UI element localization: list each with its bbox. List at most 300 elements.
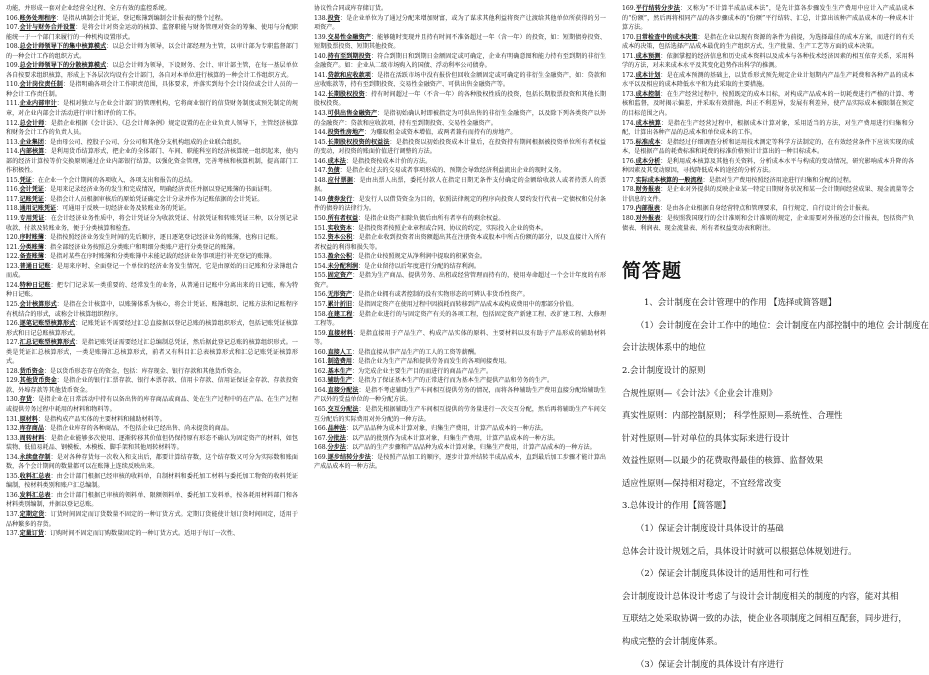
entry-term: 直接人工 <box>327 348 352 356</box>
short-answer-line: 真实性原则：内部控制原则； 科学性原则—系统性、合理性 <box>622 410 843 421</box>
entry-term: 累计折旧 <box>327 300 352 308</box>
definition-entry: 163.辅助生产：是指为了保证基本生产的正常进行而为基本生产提供产品和劳务的生产。 <box>314 377 554 385</box>
entry-definition: 是企业对外提供的反映企业某一特定日期财务状况和某一会计期间经营成果、现金流量等会计信息的文件。 <box>622 186 915 203</box>
entry-definition: 是企业单位为了通过分配来增加财富，或为了谋求其他利益将资产让渡给其他单位所获得的另一项资产。 <box>314 14 607 32</box>
entry-term: 收料汇总表 <box>19 472 51 480</box>
entry-definition: 是由各企业根据自身经营特点和管理要求，自行规定、自行设计的会计报表。 <box>666 205 874 213</box>
definition-entry: 129.其他货币资金：是指企业的银行汇票存款、银行本票存款、信用卡存款、信用证保证金存款、存款投资款、外埠存款等其他货币资金。 <box>6 377 299 394</box>
entry-term: 应付票据 <box>327 176 354 184</box>
entry-term: 基本生产 <box>327 367 352 375</box>
entry-definition: 是指直接用于产品生产、构成产品实体的原料、主要材料以及有助于产品形成的辅助材料等。 <box>314 329 607 347</box>
entry-number: 120. <box>6 234 20 242</box>
entry-definition: 是指会计人员根据审核后的原始凭证确定会计分录并作为记账依据的会计凭证。 <box>50 195 264 203</box>
entry-definition: 是指记账凭证需要经过汇总编制总凭证，然后据此登记总账的核算组织形式。一类是凭证汇总核算形式，一类是账簿汇总核算形式，前者又有科目汇总表核算形式和汇总记账凭证核算形式。 <box>6 339 299 366</box>
entry-term: 资本公积 <box>327 234 353 242</box>
definition-entry: 158.在建工程：是指企业进行的与固定资产有关的各项工程，包括固定资产新建工程、改扩建工程、大修理工程等。 <box>314 310 607 328</box>
definition-entry: 107.会计与财务合并设置：是将会计对资金运动的核算、监督职能与财务管理对资金的筹集、使用与分配职能统一于一个部门来履行的一种机构设置形式。 <box>6 24 299 41</box>
entry-definition: 是指投资以初始投资成本计量后，在投资持有期间根据被投资单位所有者权益的变动，对投资的账面价值进行调整的方法。 <box>314 138 607 156</box>
entry-number: 153. <box>314 253 328 261</box>
entry-number: 142. <box>314 90 328 98</box>
definition-entry: 141.贷款和应收款项：是指在活跃市场中没有报价但回收金额固定或可确定的非衍生金融资产，如：贷款和应收账款等，持有至到期投资、交易性金融资产、可供出售金融资产等。 <box>314 71 607 89</box>
middle-column <box>314 4 606 651</box>
entry-number: 145. <box>314 138 328 146</box>
entry-definition: 能够随时变现并且持有时间不准备超过一年（含一年）的投资，如：短期债券投资、短期股票投资、短期其他投资。 <box>314 33 607 51</box>
entry-definition: 是指为生产商品、提供劳务、出租或经营管理而持有的，使用寿命超过一个会计年度的有形资产。 <box>314 272 607 289</box>
entry-definition: 由会计部门根据已审核的领料单、限额领料单、委托加工发料单，按各耗用材料部门和各材料类别编制，并据以登记总账。 <box>6 491 299 509</box>
short-answer-line: （1）会计制度在会计工作中的地位：会计制度在内部控制中的地位 会计制度在 <box>636 319 929 330</box>
definition-entry: 108.总会计师领导下的集中核算模式：以总会计师为领导，以会计部经理为主管，以审计部为专职监督部门的一种会计工作的组织方式。 <box>6 43 299 60</box>
definition-entry: 147.负债：是指企业过去的交易或者事项形成的、预期会导致经济利益流出企业的现时义务。 <box>314 167 566 175</box>
entry-number: 141. <box>314 71 328 79</box>
definition-entry: 130.存货：是指企业在日常活动中持有以备出售的库存商品或商品、处在生产过程中的在产品、在生产过程或提供劳务过程中耗用的材料和物料等。 <box>6 396 299 413</box>
entry-number: 107. <box>6 24 20 32</box>
short-answer-list <box>622 291 929 675</box>
entry-definition: 是指在会计核算中，以账簿体系为核心，将会计凭证、账簿组织、记账方法和记账程序有机结合的形式，或称会计核算组织程序。 <box>6 300 299 318</box>
entry-term: 货币资金 <box>19 367 44 375</box>
entry-term: 总会计师领导下的分散核算模式 <box>19 62 107 70</box>
entry-definition: 是指按照经济业务发生时间的先后顺序，逐日逐笔登记经济业务的账簿，也称日记账。 <box>50 234 282 242</box>
entry-definition: 以产品品种为成本计算对象，归集生产费用，计算产品成本的一种方法。 <box>351 425 547 433</box>
definition-entry: 172.成本计划：是在成本预测的基础上，以货币形式预先规定企业计划期内产品生产耗费和各种产品的成本水平以及相应的成本降低水平和为此采取的主要措施。 <box>622 71 915 89</box>
short-answer-line: 会计法规体系中的地位 <box>622 342 706 353</box>
entry-definition: 是指固定资产在使用过程中因损耗而转移到产品成本或构成费用中的那部分价值。 <box>358 300 578 308</box>
entry-number: 146. <box>314 157 328 165</box>
entry-definition: 是指直接从事产品生产的工人的工资等薪酬。 <box>358 348 480 356</box>
entry-number: 106. <box>6 14 20 22</box>
entry-term: 周转材料 <box>19 434 45 442</box>
entry-number: 148. <box>314 176 328 184</box>
entry-number: 164. <box>314 386 328 394</box>
definition-entry <box>314 4 606 14</box>
entry-number: 127. <box>6 339 20 347</box>
short-answer-line: 2.会计制度设计的原则 <box>622 364 706 375</box>
entry-definition: 是指明确各项会计工作职责范围，具体要求，并落实到每个会计岗位或会计人员的一种会计工作责任制。 <box>6 81 299 98</box>
definition-entry: 128.货币资金：是以货币形态存在的资金，包括：库存现金、银行存款和其他货币资金。 <box>6 367 246 375</box>
definition-entry: 126.逐笔记账型核算形式：记账凭证不需要经过汇总直接据以登记总账的核算组织形式，包括记账凭证核算形式和日记总账核算形式。 <box>6 320 299 337</box>
entry-definition: 功能，并形成一套对企业经营全过程、全方有效的监控系统。 <box>6 5 171 12</box>
entry-term: 未分配利润 <box>327 262 359 270</box>
short-answer-line: （2）保证会计制度具体设计的适用性和可行性 <box>636 568 809 579</box>
entry-number: 152. <box>314 234 328 242</box>
entry-term: 会计岗位责任制 <box>19 81 63 89</box>
entry-definition: 是指不考虑辅助生产车间相互提供劳务的情况，而将各种辅助生产费用直接分配给辅助生产以外的受益单位的一种分配方法。 <box>314 386 607 404</box>
entry-definition: 是相对独立与企业会计部门的管理机构，它将商业银行的信贷财务制度或预先制定的规章，对企业内部会计活动进行审计和评价的工作。 <box>6 100 299 118</box>
entry-number: 158. <box>314 310 328 318</box>
definition-entry: 124.特种日记账：把专门记录某一类重要的、经常发生的业务，从普通日记账中分离出来的日记账，称为特种日记账。 <box>6 281 299 299</box>
entry-term: 凭证 <box>19 176 32 184</box>
entry-number: 175. <box>622 138 636 146</box>
entry-term: 实际成本核算的一般流程 <box>635 176 703 184</box>
entry-number: 159. <box>314 329 328 337</box>
definition-entry: 148.应付票据：是由出票人出票，委托付款人在指定日期无条件支付确定的金额给收款人或者持票人的票据。 <box>314 176 607 194</box>
entry-term: 企业内部审计 <box>19 100 57 108</box>
entry-definition: 是企业留待以后年度进行分配的结存利润。 <box>364 262 480 270</box>
entry-definition: 指全部经济业务按照总分类账户和明细分类账户进行分类登记的账簿。 <box>50 243 239 251</box>
entry-term: 其他货币资金 <box>19 377 57 385</box>
definition-entry: 125.会计核算形式：是指在会计核算中，以账簿体系为核心，将会计凭证、账簿组织、记账方法和记账程序有机结合的形式，或称会计核算组织程序。 <box>6 300 299 318</box>
entry-definition: 订购时间不固定而订购数量固定的一种订货方式。适用于每订一次性、 <box>50 530 239 538</box>
entry-definition: 以产品的生产步骤和产品品种为成本计算对象，归集生产费用，计算产品成本的一种方法。 <box>351 444 596 452</box>
entry-definition: 是指企业的银行汇票存款、银行本票存款、信用卡存款、信用证保证金存款、存款投资款、外埠存款等其他货币资金。 <box>6 377 299 394</box>
entry-term: 成本控制 <box>635 90 661 98</box>
entry-term: 分批法 <box>327 434 346 442</box>
entry-term: 成本预测 <box>635 52 661 60</box>
entry-term: 固定资产 <box>327 272 353 280</box>
entry-number: 155. <box>314 272 328 280</box>
entry-term: 投资性房地产 <box>327 129 365 137</box>
entry-definition: 是指企业根据《会计法》、《总会计师条例》规定设置的在企业负责人领导下，主管经济核算和财务会计工作的负责人员。 <box>6 119 299 137</box>
definition-entry: 153.盈余公积：是指企业按照规定从净利润中提取的积累资金。 <box>314 253 487 261</box>
definition-entry: 110.会计岗位责任制：是指明确各项会计工作职责范围，具体要求，并落实到每个会计岗位或会计人员的一种会计工作责任制。 <box>6 81 299 98</box>
entry-number: 169. <box>314 453 328 461</box>
entry-number: 178. <box>622 186 636 194</box>
entry-definition: 是由出票人出票，委托付款人在指定日期无条件支付确定的金额给收款人或者持票人的票据。 <box>314 176 607 194</box>
right-column-terms <box>622 4 914 233</box>
entry-term: 定量订货 <box>19 530 44 538</box>
entry-number: 133. <box>6 434 20 442</box>
definition-entry: 134.永续盘存制：是对各种存货每一次收入和支出后，都要计算结存数，这个结存数又可分为实际数和账面数，各个会计期间的数量都可以在账簿上连续反映出来。 <box>6 453 299 471</box>
entry-term: 债券发行 <box>327 195 353 203</box>
short-answer-line: 会计制度设计总体设计考虑了与设计会计制度相关的制度的内容，能对其相 <box>622 590 899 601</box>
entry-definition: 由会计部门根据已经审核的收料单，自制材料和委托加工材料与委托加工物资的收料凭证编制，按材料类别和账户汇总编制。 <box>6 472 299 490</box>
entry-term: 直接材料 <box>327 329 354 337</box>
entry-definition: 是指在活跃市场中没有报价但回收金额固定或可确定的非衍生金融资产，如：贷款和应收账款等，持有至到期投资、交易性金融资产、可供出售金融资产等。 <box>314 71 607 89</box>
entry-term: 持有至到期投资 <box>327 52 371 60</box>
entry-term: 记账凭证 <box>19 195 44 203</box>
entry-definition: 是在成本预测的基础上，以货币形式预先规定企业计划期内产品生产耗费和各种产品的成本水平以及相应的成本降低水平和为此采取的主要措施。 <box>622 71 915 89</box>
entry-term: 成本法 <box>327 157 346 165</box>
entry-term: 账务处理程序 <box>19 14 57 22</box>
entry-number: 143. <box>314 110 328 118</box>
entry-term: 会计凭证 <box>19 186 44 194</box>
entry-number: 150. <box>314 215 328 223</box>
definition-entry: 166.品种法：以产品品种为成本计算对象，归集生产费用，计算产品成本的一种方法。 <box>314 425 547 433</box>
short-answer-line: 适应性原则—保持相对稳定，不宜经常改变 <box>622 477 782 488</box>
entry-definition: 是指为了保证基本生产的正常进行而为基本生产提供产品和劳务的生产。 <box>358 377 554 385</box>
definition-entry: 151.实收资本：是指投资者按照企业章程或合同、协议的约定，实际投入企业的资本。 <box>314 224 547 232</box>
entry-term: 辅助生产 <box>327 377 352 385</box>
entry-term: 交互分配法 <box>327 405 359 413</box>
entry-term: 通用记账凭证 <box>19 205 57 213</box>
entry-term: 日常检查中的成本决策 <box>635 33 698 41</box>
entry-number: 116. <box>6 186 20 194</box>
entry-number: 144. <box>314 129 328 137</box>
definition-entry: 146.成本法：是指投资按成本计价的方法。 <box>314 157 432 165</box>
definition-entry: 156.无形资产：是指企业拥有或者控制的没有实物形态的可辨认非货币性资产。 <box>314 291 529 299</box>
entry-term: 专用凭证 <box>19 215 45 223</box>
entry-number: 136. <box>6 491 20 499</box>
entry-definition: 是指企业为生产产品和提供劳务而发生的各项间接费用。 <box>358 358 511 366</box>
definition-entry: 132.库存商品：是指企业库存的各种商品，不包括企业已经出售、尚未提货的商品。 <box>6 425 233 433</box>
entry-number: 174. <box>622 119 636 127</box>
definition-entry: 171.成本预测：依据掌握的经济信息和历史成本资料以及成本与各种技术经济因素的相互依存关系，采用科学的方法，对未来成本水平及其变化趋势作出科学的推测。 <box>622 52 915 70</box>
entry-definition: 符合到期日和到期日金额固定或可确定，企业有明确意图和能力持有至到期的非衍生金融资产。如：企业从二级市场购入的国债、浮动利率公司债券。 <box>314 52 607 70</box>
entry-definition: 以总会计师为领导，以会计部经理为主管，以审计部为专职监督部门的一种会计工作的组织方式。 <box>6 43 299 60</box>
entry-number: 132. <box>6 425 20 433</box>
definition-entry: 160.直接人工：是指直接从事产品生产的工人的工资等薪酬。 <box>314 348 480 356</box>
entry-number: 110. <box>6 81 20 89</box>
entry-number: 129. <box>6 377 20 385</box>
entry-term: 分类账簿 <box>19 243 44 251</box>
definition-entry: 139.交易性金融资产：能够随时变现并且持有时间不准备超过一年（含一年）的投资，如：短期债券投资、短期股票投资、短期其他投资。 <box>314 33 607 51</box>
entry-number: 168. <box>314 444 328 452</box>
entry-definition: 是指从填制会计凭证，登记账簿到编制会计报表的整个过程。 <box>62 14 227 22</box>
short-answer-line: 效益性原则—以最少的花费取得最佳的核算、监督效果 <box>622 455 823 466</box>
definition-entry: 137.定量订货：订购时间不固定而订购数量固定的一种订货方式。适用于每订一次性、 <box>6 530 239 538</box>
entry-term: 普通日记账 <box>19 262 51 270</box>
entry-number: 179. <box>622 205 636 213</box>
entry-term: 财务报表 <box>635 186 661 194</box>
entry-term: 内部核算 <box>19 148 45 156</box>
entry-definition: 以总会计师为领导，下设财务、会计、审计部主管，在每一基层单位各自按要求组织核算，形成上下各层次均设有会计部门，各自对本单位进行核算的一种会计工作组织方式。 <box>6 62 299 79</box>
short-answer-line: （1）保证会计制度设计具体设计的基础 <box>636 523 784 534</box>
definition-entry: 155.固定资产：是指为生产商品、提供劳务、出租或经营管理而持有的，使用寿命超过一个会计年度的有形资产。 <box>314 272 607 289</box>
definition-entry: 137.定期定货：订货时间固定而订货数量不固定的一种订货方式。定期订货能使计划订货时间固定，适用于品种繁多的存货。 <box>6 510 299 528</box>
entry-definition: 是对各种存货每一次收入和支出后，都要计算结存数，这个结存数又可分为实际数和账面数，各个会计期间的数量都可以在账簿上连续反映出来。 <box>6 453 299 471</box>
entry-definition: 在生产经营过程中，按照既定的成本目标，对构成产品成本的一切耗费进行严格的计算、考核和监督，及时揭示偏差，并采取有效措施，纠正不利差异，发展有利差异，使产品实际成本被限制在预定的目标范围之内。 <box>622 90 915 118</box>
definition-entry: 131.原材料：是指构成产品实体的主要材料和辅助材料等。 <box>6 415 166 423</box>
entry-term: 成本计划 <box>635 71 661 79</box>
entry-number: 114. <box>6 148 20 156</box>
entry-term: 成本核算 <box>635 119 662 127</box>
entry-term: 特种日记账 <box>19 281 51 289</box>
entry-term: 无形资产 <box>327 291 352 299</box>
entry-term: 直接分配法 <box>327 386 359 394</box>
entry-number: 138. <box>314 14 328 22</box>
definition-entry: 157.累计折旧：是指固定资产在使用过程中因损耗而转移到产品成本或构成费用中的那部分价值。 <box>314 300 578 308</box>
entry-definition: 是用来记录经济业务的发生和完成情况，明确经济责任并据以登记账簿的书面证明。 <box>50 186 276 194</box>
entry-term: 品种法 <box>327 425 346 433</box>
entry-definition: 记账凭证不需要经过汇总直接据以登记总账的核算组织形式，包括记账凭证核算形式和日记总账核算形式。 <box>6 320 299 337</box>
entry-number: 122. <box>6 253 20 261</box>
definition-entry: 178.财务报表：是企业对外提供的反映企业某一特定日期财务状况和某一会计期间经营成果、现金流量等会计信息的文件。 <box>622 186 915 203</box>
entry-number: 131. <box>6 415 20 423</box>
entry-term: 分步法 <box>327 444 346 452</box>
entry-definition: 订货时间固定而订货数量不固定的一种订货方式。定期订货能使计划订货时间固定，适用于品种繁多的存货。 <box>6 510 299 528</box>
entry-definition: 是用来序时、全面登记一个单位的经济业务发生情况，它是由原始的日记账和分录簿组合而成。 <box>6 262 299 280</box>
definition-entry: 123.普通日记账：是用来序时、全面登记一个单位的经济业务发生情况，它是由原始的日记账和分录簿组合而成。 <box>6 262 299 280</box>
entry-number: 115. <box>6 176 20 184</box>
short-answer-line: 互联结之处采取协调一致的办法，使企业各项制度之间相互配套，同步进行， <box>622 613 907 624</box>
entry-number: 154. <box>314 262 328 270</box>
entry-term: 定期定货 <box>19 510 45 518</box>
definition-entry: 152.资本公积：是指企业收到投资者出资额超出其在注册资本或股本中所占份额的部分，以及直接计入所有者权益的利得和损失等。 <box>314 234 607 251</box>
entry-number: 137. <box>6 510 20 518</box>
definition-entry: 119.专用凭证：在会计经济业务性质中，将会计凭证分为收款凭证、付款凭证和转账凭证三种，以分别记录收款、付款及转账业务，便于分类核算和检查。 <box>6 215 299 232</box>
definition-entry: 112.总会计师：是指企业根据《会计法》、《总会计师条例》规定设置的在企业负责人领导下，主管经济核算和财务会计工作的负责人员。 <box>6 119 299 137</box>
entry-number: 137. <box>6 530 20 538</box>
definition-entry: 113.企业集团：是由母公司、控股子公司、分公司和其他分支机构组成的企业联合组织。 <box>6 138 246 146</box>
definition-entry: 173.成本控制：在生产经营过程中，按照既定的成本目标，对构成产品成本的一切耗费进行严格的计算、考核和监督，及时揭示偏差，并采取有效措施，纠正不利差异，发展有利差异，使产品实际成本被限制在预定的目标范围之内。 <box>622 90 915 118</box>
definition-entry: 149.债券发行：是发行人以借贷资金为目的，依照法律规定的程序向投资人要约发行代表一定债权和兑付条件的债券的法律行为。 <box>314 195 607 213</box>
definition-entry: 174.成本核算：是指在生产经营过程中，根据成本计算对象，采用适当的方法，对生产费用进行归集和分配，计算出各种产品的总成本和单位成本的工作。 <box>622 119 915 137</box>
definition-entry: 142.长期股权投资：持有时间超过一年（不含一年）的各种股权性质的投资，包括长期股票投资和其他长期股权投资。 <box>314 90 607 108</box>
definition-entry: 121.分类账簿：指全部经济业务按照总分类账户和明细分类账户进行分类登记的账簿。 <box>6 243 239 251</box>
entry-definition: 是指投资按成本计价的方法。 <box>351 157 432 165</box>
short-answer-line: 构成完整的会计制度体系。 <box>622 636 723 647</box>
definition-entry: 164.直接分配法：是指不考虑辅助生产车间相互提供劳务的情况，而将各种辅助生产费用直接分配给辅助生产以外的受益单位的一种分配方法。 <box>314 386 607 404</box>
entry-definition: 为完成企业主要生产目的而进行的商品产品生产。 <box>358 367 493 375</box>
entry-definition: 是利用货币结算形式，把企业的全体部门、车间、职能科室的经济核算统一组织起来，使内部的经济计算按等价交换原则通过企业内部银行结算，以强化资金管理，完善考核和核算机制，提高部门工作积极性。 <box>6 148 299 175</box>
definition-entry: 133.周转材料：是指企业能够多次使用、逐渐转移其价值但仍保持原有形态不确认为固定资产的材料，如包装物、低值易耗品、钢模板、木模板、脚手架和其他周转材料等。 <box>6 434 299 452</box>
entry-number: 134. <box>6 453 20 461</box>
entry-number: 149. <box>314 195 328 203</box>
entry-number: 161. <box>314 358 328 366</box>
entry-number: 162. <box>314 367 328 375</box>
entry-term: 标准成本 <box>635 138 661 146</box>
entry-term: 总会计师领导下的集中核算模式 <box>19 43 107 51</box>
definition-entry: 175.标准成本：是指经过仔细调查分析和运用技术测定等科学方法制定的，在有效经营条件下应该实现的成本，是根据产品的耗费标准和耗费的标准价格预计计算出的一种目标成本。 <box>622 138 915 156</box>
entry-definition: 是按照我国现行的会计准则和会计准则的规定，企业需要对外报送的会计报表，包括资产负债表、利润表、现金流量表、所有者权益变动表和附注。 <box>622 215 915 232</box>
entry-term: 存货 <box>19 396 33 404</box>
entry-term: 实收资本 <box>327 224 352 232</box>
entry-number: 151. <box>314 224 328 232</box>
entry-number: 117. <box>6 195 20 203</box>
entry-definition: 以产品的批别作为成本计算对象，归集生产费用，计算产品成本的一种方法。 <box>351 434 560 442</box>
entry-term: 发料汇总表 <box>19 491 51 499</box>
entry-definition: 是指企业拥有或者控制的没有实物形态的可辨认非货币性资产。 <box>358 291 529 299</box>
entry-definition: 是指对某些在序时账簿和分类账簿中未能记载的经济业务事项进行补充登记的账簿。 <box>50 253 276 261</box>
entry-term: 会计核算形式 <box>19 300 57 308</box>
entry-term: 投资 <box>327 14 341 22</box>
definition-entry: 135.收料汇总表：由会计部门根据已经审核的收料单，自制材料和委托加工材料与委托加工物资的收料凭证编制，按材料类别和账户汇总编制。 <box>6 472 299 490</box>
entry-term: 负债 <box>327 167 340 175</box>
short-answer-line: 针对性原则—针对单位的具体实际来进行设计 <box>622 432 790 443</box>
definition-entry: 118.通用记账凭证：可通用于反映一切经济业务及转账业务的凭证。 <box>6 205 191 213</box>
definition-entry: 169.逐步结转分步法：是按照产品加工的顺序，逐步计算并结转半成品成本，直到最后加工步骤才能计算出产成品成本的一种方法。 <box>314 453 607 471</box>
definition-entry: 165.交互分配法：是指先根据辅助生产车间相互提供的劳务量进行一次交互分配，然后再将辅助生产车间交互分配后的实际费用对外分配的一种方法。 <box>314 405 607 423</box>
entry-term: 长期股权投资 <box>327 90 365 98</box>
entry-definition: 在企业一个会计期间的各项收入、各项支出和报告的总结。 <box>37 176 197 184</box>
entry-definition: 是指在生产经营过程中，根据成本计算对象，采用适当的方法，对生产费用进行归集和分配，计算出各种产品的总成本和单位成本的工作。 <box>622 119 915 137</box>
definition-entry: 179.内部报表：是由各企业根据自身经营特点和管理要求，自行规定、自行设计的会计报表。 <box>622 205 874 213</box>
entry-term: 会计与财务合并设置 <box>19 24 76 32</box>
entry-number: 170. <box>622 33 636 41</box>
definition-entry: 106.账务处理程序：是指从填制会计凭证，登记账簿到编制会计报表的整个过程。 <box>6 14 227 22</box>
entry-definition: 是指企业过去的交易或者事项形成的、预期会导致经济利益流出企业的现时义务。 <box>345 167 566 175</box>
entry-term: 备查账簿 <box>19 253 44 261</box>
entry-definition: 是指企业资产扣除负债后由所有者享有的剩余权益。 <box>364 215 505 223</box>
definition-entry: 116.会计凭证：是用来记录经济业务的发生和完成情况，明确经济责任并据以登记账簿的书面证明。 <box>6 186 276 194</box>
entry-number: 109. <box>6 62 20 70</box>
definition-entry: 120.序时账簿：是指按照经济业务发生时间的先后顺序，逐日逐笔登记经济业务的账簿，也称日记账。 <box>6 234 282 242</box>
entry-number: 166. <box>314 425 328 433</box>
definition-entry: 169.平行结转分步法：又称为“不计算半成品成本法”，是先计算各步骤发生生产费用中应计入产成品成本的“份额”，然后再将相同产品的各步骤成本的“份额”平行结转、汇总，计算出该种产成品成本的一种成本计算方法。 <box>622 5 915 32</box>
entry-number: 160. <box>314 348 328 356</box>
entry-term: 库存商品 <box>19 425 44 433</box>
entry-term: 汇总记账型核算形式 <box>19 339 76 347</box>
entry-number: 139. <box>314 33 328 41</box>
definition-entry: 168.分步法：以产品的生产步骤和产品品种为成本计算对象，归集生产费用，计算产品成本的一种方法。 <box>314 444 596 452</box>
entry-number: 121. <box>6 243 20 251</box>
entry-number: 113. <box>6 138 20 146</box>
definition-entry: 159.直接材料：是指直接用于产品生产、构成产品实体的原料、主要材料以及有助于产品形成的辅助材料等。 <box>314 329 607 347</box>
entry-definition: 是指企业收到投资者出资额超出其在注册资本或股本中所占份额的部分，以及直接计入所有者权益的利得和损失等。 <box>314 234 607 251</box>
entry-definition: 是指在企业以现有资源的条件为前提，为选择最佳的成本方案，而进行的有关成本的决策，包括选择产品成本最优的生产组织方式、生产批量、生产工艺等方面的成本决策。 <box>622 33 915 51</box>
entry-term: 交易性金融资产 <box>327 33 371 41</box>
entry-term: 序时账簿 <box>19 234 44 242</box>
entry-definition: 又称为“不计算半成品成本法”，是先计算各步骤发生生产费用中应计入产成品成本的“份额”，然后再将相同产品的各步骤成本的“份额”平行结转、汇总，计算出该种产成品成本的一种成本计算方法。 <box>622 5 915 32</box>
entry-term: 盈余公积 <box>327 253 352 261</box>
entry-number: 180. <box>622 215 636 223</box>
definition-entry: 154.未分配利润：是企业留待以后年度进行分配的结存利润。 <box>314 262 480 270</box>
entry-definition: 是指初始确认时即被指定为可供出售的非衍生金融资产，以及除下列各类资产以外的金融资产：贷款和应收款项、持有至到期投资、交易性金融资产。 <box>314 110 607 127</box>
entry-definition: 是指企业在日常活动中持有以备出售的库存商品或商品、处在生产过程中的在产品、在生产过程或提供劳务过程中耗用的材料和物料等。 <box>6 396 299 413</box>
entry-number: 173. <box>622 90 636 98</box>
entry-term: 逐步结转分步法 <box>327 453 371 461</box>
entry-definition: 是指投资者按照企业章程或合同、协议的约定，实际投入企业的资本。 <box>358 224 547 232</box>
entry-number: 128. <box>6 367 20 375</box>
entry-term: 对外报表 <box>635 215 661 223</box>
entry-number: 167. <box>314 434 328 442</box>
entry-number: 125. <box>6 300 20 308</box>
entry-term: 可供出售金融资产 <box>327 110 378 118</box>
entry-number: 108. <box>6 43 20 51</box>
entry-term: 成本分析 <box>635 157 661 165</box>
definition-entry: 138.投资：是企业单位为了通过分配来增加财富，或为了谋求其他利益将资产让渡给其他单位所获得的另一项资产。 <box>314 14 607 32</box>
entry-number: 119. <box>6 215 20 223</box>
definition-entry <box>6 4 298 14</box>
entry-number: 111. <box>6 100 20 108</box>
definition-entry: 122.备查账簿：是指对某些在序时账簿和分类账簿中未能记载的经济业务事项进行补充登记的账簿。 <box>6 253 276 261</box>
entry-definition: 为赚取租金或资本增值，或两者兼有而持有的房地产。 <box>370 129 517 137</box>
entry-definition: 是指企业库存的各种商品，不包括企业已经出售、尚未提货的商品。 <box>50 425 233 433</box>
definition-entry: 136.发料汇总表：由会计部门根据已审核的领料单、限额领料单、委托加工发料单，按各耗用材料部门和各材料类别编制，并据以登记总账。 <box>6 491 299 509</box>
entry-number: 124. <box>6 281 20 289</box>
entry-term: 永续盘存制 <box>19 453 51 461</box>
entry-term: 总会计师 <box>19 119 45 127</box>
entry-term: 平行结转分步法 <box>635 5 681 12</box>
definition-entry: 145.长期股权投资的权益法：是指投资以初始投资成本计量后，在投资持有期间根据被投资单位所有者权益的变动，对投资的账面价值进行调整的方法。 <box>314 138 607 156</box>
entry-number: 147. <box>314 167 328 175</box>
entry-definition: 是指企业能够多次使用、逐渐转移其价值但仍保持原有形态不确认为固定资产的材料，如包装物、低值易耗品、钢模板、木模板、脚手架和其他周转材料等。 <box>6 434 299 452</box>
entry-number: 165. <box>314 405 328 413</box>
definition-entry: 111.企业内部审计：是相对独立与企业会计部门的管理机构，它将商业银行的信贷财务制度或预先制定的规章，对企业内部会计活动进行审计和评价的工作。 <box>6 100 299 118</box>
entry-number: 171. <box>622 52 636 60</box>
definition-entry: 117.记账凭证：是指会计人员根据审核后的原始凭证确定会计分录并作为记账依据的会计凭证。 <box>6 195 264 203</box>
entry-number: 140. <box>314 52 328 60</box>
entry-term: 原材料 <box>19 415 38 423</box>
entry-term: 长期股权投资的权益法 <box>327 138 390 146</box>
entry-definition: 是指构成产品实体的主要材料和辅助材料等。 <box>43 415 166 423</box>
entry-number: 163. <box>314 377 328 385</box>
entry-number: 112. <box>6 119 20 127</box>
entry-definition: 协议性合同或库存储订货。 <box>314 5 388 12</box>
definition-entry: 167.分批法：以产品的批别作为成本计算对象，归集生产费用，计算产品成本的一种方法。 <box>314 434 560 442</box>
entry-definition: 是发行人以借贷资金为目的，依照法律规定的程序向投资人要约发行代表一定债权和兑付条件的债券的法律行为。 <box>314 195 607 213</box>
entry-number: 118. <box>6 205 20 213</box>
definition-entry: 109.总会计师领导下的分散核算模式：以总会计师为领导，下设财务、会计、审计部主管，在每一基层单位各自按要求组织核算，形成上下各层次均设有会计部门，各自对本单位进行核算的一种会计工作组织方式。 <box>6 62 299 79</box>
short-answer-line: 3.总体设计的作用【简答题】 <box>622 500 731 511</box>
definition-entry: 176.成本分析：是利用成本核算及其他有关资料，分析成本水平与构成的变动情况，研究影响成本升降的各种因素及其变动原因，寻找降低成本的途径的分析方法。 <box>622 157 915 175</box>
definition-entry: 140.持有至到期投资：符合到期日和到期日金额固定或可确定，企业有明确意图和能力持有至到期的非衍生金融资产。如：企业从二级市场购入的国债、浮动利率公司债券。 <box>314 52 607 70</box>
short-answer-line: 总体会计设计规划之后，具体设计时就可以根据总体规划进行。 <box>622 545 857 556</box>
right-column <box>622 4 929 669</box>
entry-number: 130. <box>6 396 20 404</box>
entry-number: 177. <box>622 176 636 184</box>
short-answer-heading: 简答题 <box>622 260 683 283</box>
entry-number: 176. <box>622 157 636 165</box>
entry-definition: 是利用成本核算及其他有关资料，分析成本水平与构成的变动情况，研究影响成本升降的各种因素及其变动原因，寻找降低成本的途径的分析方法。 <box>622 157 915 175</box>
entry-definition: 持有时间超过一年（不含一年）的各种股权性质的投资，包括长期股票投资和其他长期股权投资。 <box>314 90 607 108</box>
entry-term: 制造费用 <box>327 358 352 366</box>
entry-definition: 是按照产品加工的顺序，逐步计算并结转半成品成本，直到最后加工步骤才能计算出产成品成本的一种方法。 <box>314 453 607 471</box>
entry-number: 169. <box>622 5 636 12</box>
left-column <box>6 4 298 651</box>
definition-entry: 143.可供出售金融资产：是指初始确认时即被指定为可供出售的非衍生金融资产，以及除下列各类资产以外的金融资产：贷款和应收款项、持有至到期投资、交易性金融资产。 <box>314 110 607 127</box>
entry-term: 贷款和应收款项 <box>327 71 371 79</box>
entry-definition: 依据掌握的经济信息和历史成本资料以及成本与各种技术经济因素的相互依存关系，采用科学的方法，对未来成本水平及其变化趋势作出科学的推测。 <box>622 52 915 70</box>
